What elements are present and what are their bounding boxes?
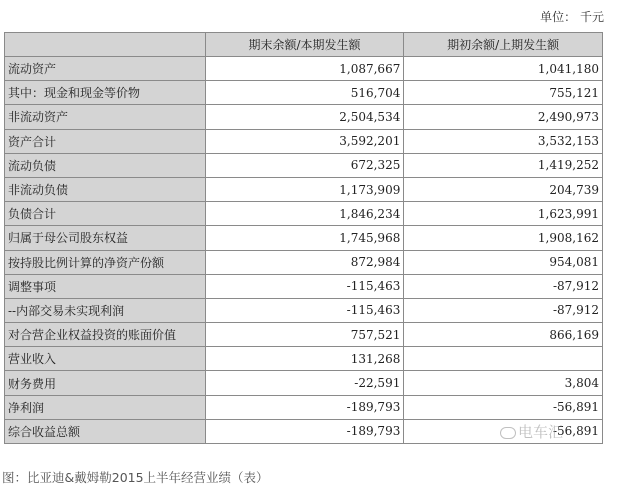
header-previous-period: 期初余额/上期发生额 [404, 33, 603, 57]
current-value: 1,745,968 [205, 226, 404, 250]
row-label: 综合收益总额 [5, 419, 206, 443]
previous-value [404, 347, 603, 371]
row-label: 按持股比例计算的净资产份额 [5, 250, 206, 274]
current-value: 1,087,667 [205, 57, 404, 81]
header-blank [5, 33, 206, 57]
table-row [5, 250, 603, 274]
row-label: 营业收入 [5, 347, 206, 371]
row-label: 非流动资产 [5, 105, 206, 129]
table-header-row [5, 33, 603, 57]
previous-value: 866,169 [404, 323, 603, 347]
table-row [5, 177, 603, 201]
watermark-text: 电车汇 [518, 423, 564, 441]
current-value: -22,591 [205, 371, 404, 395]
table-row [5, 395, 603, 419]
financial-table [4, 32, 603, 444]
current-value: -115,463 [205, 274, 404, 298]
row-label: 净利润 [5, 395, 206, 419]
previous-value: 1,623,991 [404, 202, 603, 226]
previous-value: -87,912 [404, 298, 603, 322]
table-row [5, 347, 603, 371]
row-label: 其中：现金和现金等价物 [5, 81, 206, 105]
previous-value: 204,739 [404, 177, 603, 201]
row-label: 归属于母公司股东权益 [5, 226, 206, 250]
previous-value: 3,804 [404, 371, 603, 395]
previous-value: 3,532,153 [404, 129, 603, 153]
current-value: 757,521 [205, 323, 404, 347]
current-value: 2,504,534 [205, 105, 404, 129]
previous-value: 954,081 [404, 250, 603, 274]
table-row [5, 57, 603, 81]
table-row [5, 419, 603, 443]
row-label: 流动资产 [5, 57, 206, 81]
current-value: -115,463 [205, 298, 404, 322]
row-label: 非流动负债 [5, 177, 206, 201]
current-value: 672,325 [205, 153, 404, 177]
previous-value: 2,490,973 [404, 105, 603, 129]
unit-label: 单位： 千元 [540, 10, 604, 24]
current-value: 131,268 [205, 347, 404, 371]
row-label: 对合营企业权益投资的账面价值 [5, 323, 206, 347]
table-row [5, 226, 603, 250]
table-row [5, 153, 603, 177]
previous-value: -56,891 [404, 395, 603, 419]
table-row [5, 274, 603, 298]
figure-caption: 图：比亚迪&戴姆勒2015上半年经营业绩（表） [2, 470, 269, 485]
current-value: 1,846,234 [205, 202, 404, 226]
current-value: 1,173,909 [205, 177, 404, 201]
row-label: 财务费用 [5, 371, 206, 395]
row-label: 负债合计 [5, 202, 206, 226]
table-row [5, 81, 603, 105]
table-row [5, 129, 603, 153]
table-row [5, 371, 603, 395]
row-label: 资产合计 [5, 129, 206, 153]
current-value: 516,704 [205, 81, 404, 105]
current-value: 872,984 [205, 250, 404, 274]
previous-value: 1,908,162 [404, 226, 603, 250]
previous-value: -87,912 [404, 274, 603, 298]
previous-value: 1,041,180 [404, 57, 603, 81]
current-value: -189,793 [205, 395, 404, 419]
table-row [5, 202, 603, 226]
previous-value: -56,891 [404, 419, 603, 443]
table-row [5, 323, 603, 347]
current-value: -189,793 [205, 419, 404, 443]
row-label: 调整事项 [5, 274, 206, 298]
table-row [5, 105, 603, 129]
previous-value: 1,419,252 [404, 153, 603, 177]
current-value: 3,592,201 [205, 129, 404, 153]
row-label: 流动负债 [5, 153, 206, 177]
table-row [5, 298, 603, 322]
row-label: --内部交易未实现利润 [5, 298, 206, 322]
header-current-period: 期末余额/本期发生额 [205, 33, 404, 57]
previous-value: 755,121 [404, 81, 603, 105]
